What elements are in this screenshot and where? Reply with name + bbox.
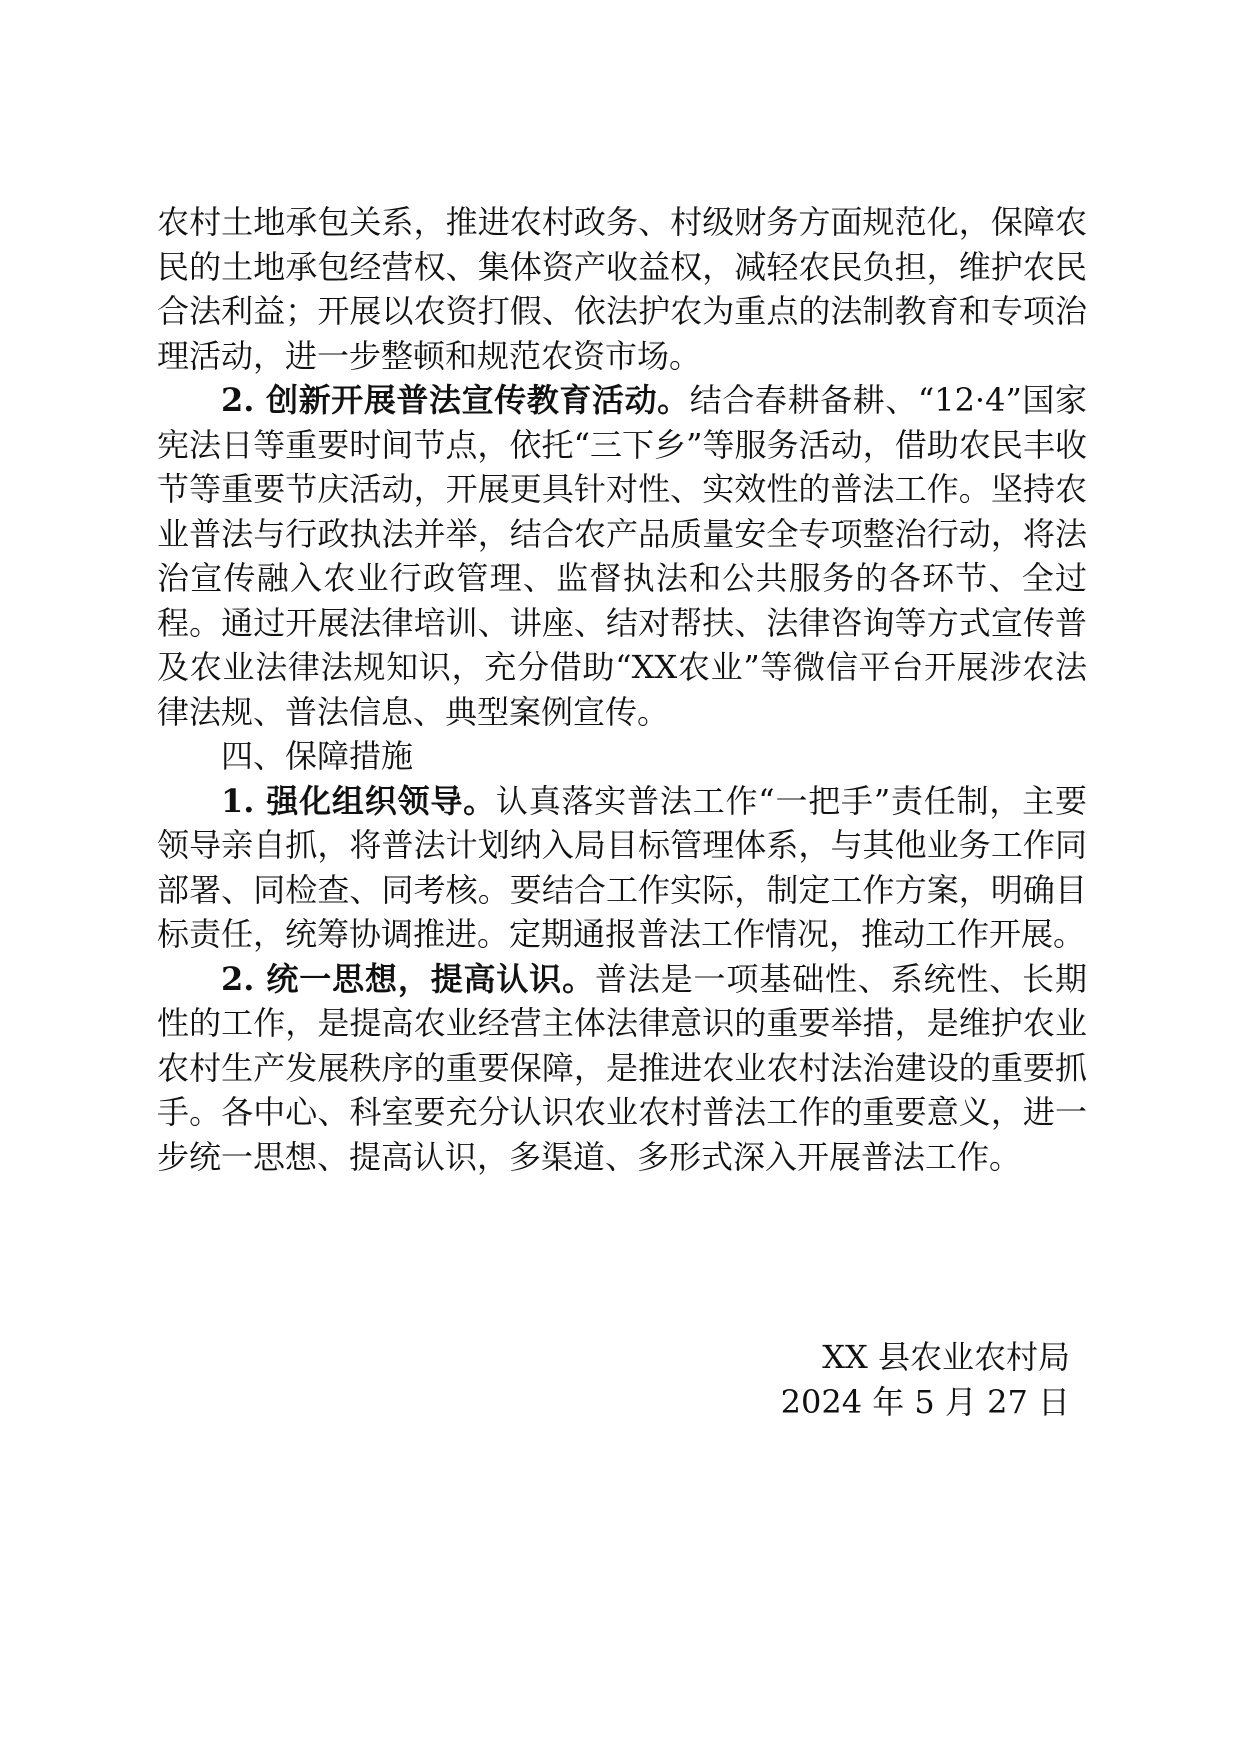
- signature-block: [781, 1335, 1070, 1424]
- paragraph-organization-leadership: [157, 779, 1087, 957]
- paragraph-text: 农村土地承包关系，推进农村政务、村级财务方面规范化，保障农民的土地承包经营权、集体资产收益权，减轻农民负担，维护农民合法利益；开展以农资打假、依法护农为重点的法制教育和专项治理活动，进一步整顿和规范农资市场。: [157, 203, 1087, 375]
- document-body: [157, 200, 1087, 1179]
- paragraph-innovation-activities: [157, 378, 1087, 734]
- signature-organization: XX 县农业农村局: [822, 1338, 1070, 1376]
- paragraph-heading: 1. 强化组织领导。: [221, 781, 496, 820]
- paragraph-unify-thinking: [157, 957, 1087, 1180]
- section-heading-safeguards: [157, 734, 1087, 779]
- paragraph-land-contract: [157, 200, 1087, 378]
- signature-date: 2024 年 5 月 27 日: [780, 1382, 1070, 1421]
- paragraph-heading: 2. 统一思想，提高认识。: [221, 959, 595, 998]
- paragraph-text: 普法是一项基础性、系统性、长期性的工作，是提高农业经营主体法律意识的重要举措，是维护农业农村生产发展秩序的重要保障，是推进农业农村法治建设的重要抓手。各中心、科室要充分认识农业农村普法工作的重要意义，进一步统一思想、提高认识，多渠道、多形式深入开展普法工作。: [157, 959, 1087, 1176]
- section-heading-text: 四、保障措施: [221, 737, 414, 775]
- paragraph-text: 结合春耕备耕、“12·4”国家宪法日等重要时间节点，依托“三下乡”等服务活动，借助农民丰收节等重要节庆活动，开展更具针对性、实效性的普法工作。坚持农业普法与行政执法并举，结合农产品质量安全专项整治行动，将法治宣传融入农业行政管理、监督执法和公共服务的各环节、全过程。通过开展法律培训、讲座、结对帮扶、法律咨询等方式宣传普及农业法律法规知识，充分借助“XX农业”等微信平台开展涉农法律法规、普法信息、典型案例宣传。: [157, 381, 1087, 731]
- paragraph-text: 认真落实普法工作“一把手”责任制，主要领导亲自抓，将普法计划纳入局目标管理体系，与其他业务工作同部署、同检查、同考核。要结合工作实际，制定工作方案，明确目标责任，统筹协调推进。定期通报普法工作情况，推动工作开展。: [157, 781, 1087, 953]
- paragraph-heading: 2. 创新开展普法宣传教育活动。: [221, 381, 690, 419]
